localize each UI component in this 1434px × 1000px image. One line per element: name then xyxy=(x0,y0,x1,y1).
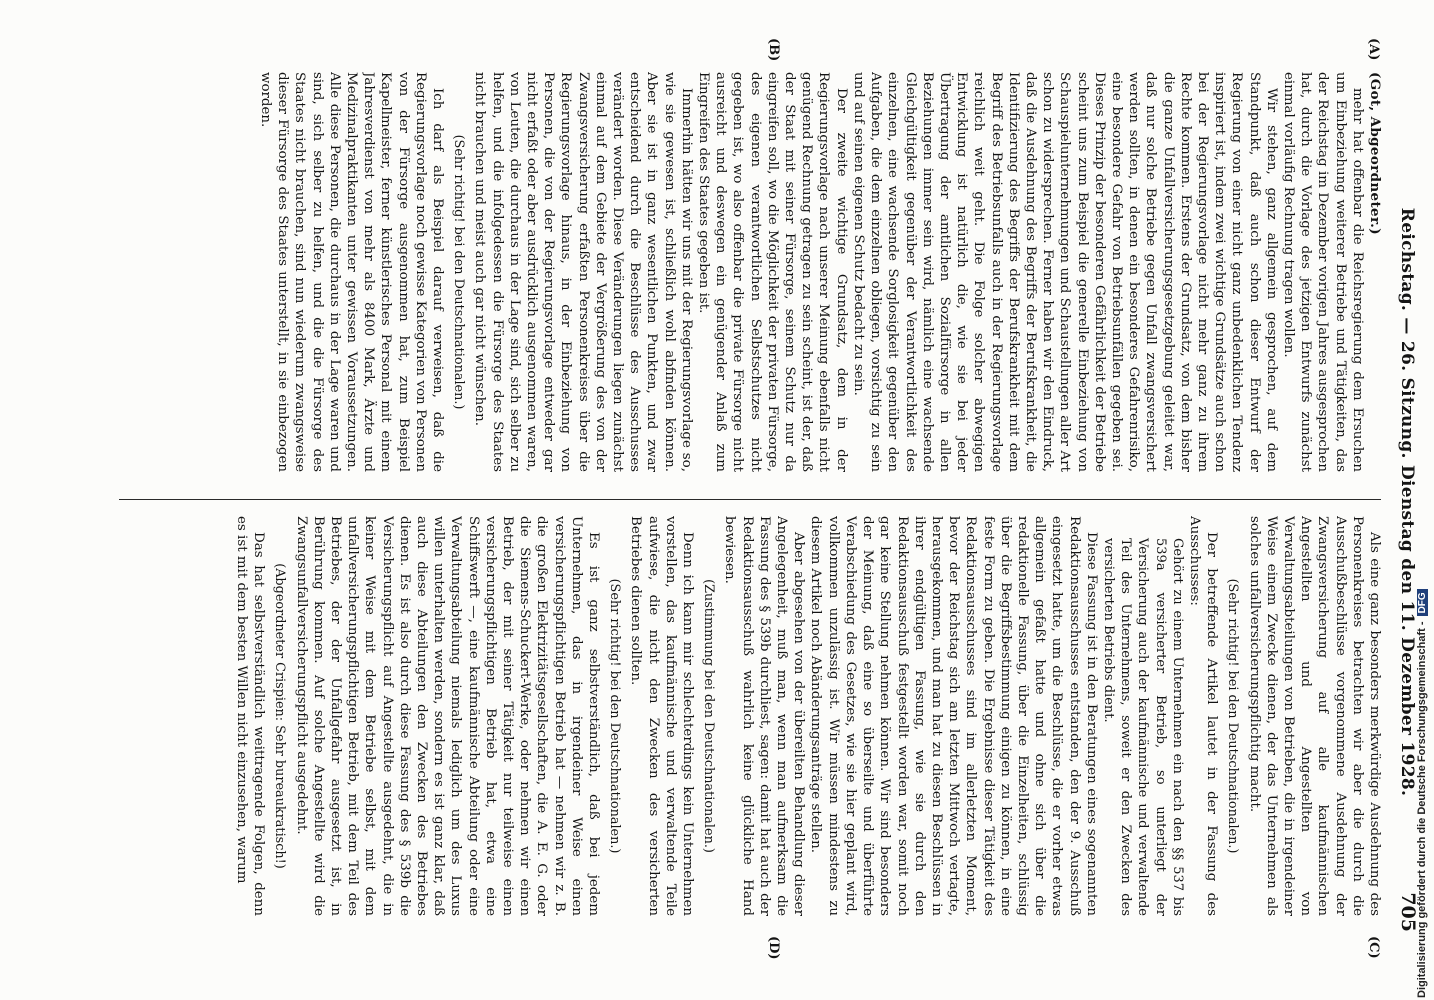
paragraph: Diese Fassung ist in den Beratungen eines sogenannten Redaktionsausschusses entstanden, den der 9. Ausschuß eingesetzt hatte, um die Beschlüsse, die er vorher etwas allgemein gefaßt hatte und ohne sich über die redaktionelle Fassung, über die Einzelheiten, schlüssig über die Begriffsbestimmung einigen zu können, in eine feste Form zu geben. Die Ergebnisse dieser Tätigkeit des Redaktionsausschusses sind im allerletzten Moment, bevor der Reichstag sich am letzten Mittwoch vertagte, herausgekommen, und man hat zu diesen Beschlüssen in ihrer endgültigen Fassung, wie sie durch den Redaktionsausschuß festgestellt worden war, somit noch gar keine Stellung nehmen können. Wir sind besonders der Meinung, daß eine so überseilte und überführte Verabschiedung des Gesetzes, wie sie hier geplant wird, vollkommen unzulässig ist. Wir müssen mindestens zu diesem Artikel noch Abänderungsanträge stellen. xyxy=(808,516,1099,916)
speaker-line: (Got, Abgeordneter.) xyxy=(1367,72,1383,235)
paragraph: Denn ich kann mir schlechterdings kein Unternehmen vorstellen, das kaufmännische und verwaltende Teile aufwiese, die nicht den Zwecken des versicherten Betriebes dienen sollten. xyxy=(628,516,696,916)
paragraph: Der betreffende Artikel lautet in der Fassung des Ausschusses: xyxy=(1186,516,1220,916)
margin-marker-b: (B) xyxy=(766,38,781,62)
paragraph: mehr hat offenbar die Reichsregierung dem Ersuchen um Einbeziehung weiterer Betriebe und Tätigkeiten, das der Reichstag im Dezember vorigen Jahres ausgesprochen hat, durch die Vorlage des jetzigen Entwurfs zunächst einmal vorläufig Rechnung tragen wollen. xyxy=(1280,72,1365,472)
rotated-scan xyxy=(107,38,1419,960)
interjection: (Zustimmung bei den Deutschnationalen.) xyxy=(701,579,717,853)
margin-marker-c: (C) xyxy=(1366,936,1381,959)
interjection: (Abgeordneter Crispien: Sehr bureaukratisch!) xyxy=(272,563,288,869)
quoted-article: Gehört zu einem Unternehmen ein nach den §§ 537 bis 539a versicherter Betrieb, so unterliegt der Versicherung auch der kaufmännische und verwaltende Teil des Unternehmens, soweit er den Zwecken des versicherten Betriebs dient. xyxy=(1100,538,1185,916)
dfg-logo: DFG xyxy=(1417,589,1428,616)
paragraph: Aber abgesehen von der übereilten Behandlung dieser Angelegenheit, muß man, wenn man aufmerksam die Fassung des § 539b durchliest, sagen: damit hat auch der Redaktionsausschuß wahrlich keine glückliche Hand bewiesen. xyxy=(722,516,807,916)
paragraph: Ich darf als Beispiel darauf verweisen, daß die Regierungsvorlage noch gewisse Kategorien von Personen von der Fürsorge ausgenommen hat, zum Beispiel Kapellmeister, ferner künstlerisches Personal mit einem Jahresverdienst von mehr als 8400 Mark, Ärzte und Medizinalpraktikanten unter gewissen Voraussetzungen. Alle diese Personen, die durchaus in der Lage waren und sind, sich selber zu helfen, und die die Fürsorge des Staates nicht brauchen, sind nun wiederum zwangsweise dieser Fürsorge des Staates unterstellt, in sie einbezogen worden. xyxy=(258,72,446,472)
paragraph: Es ist ganz selbstverständlich, daß bei jedem Unternehmen, das in irgendeiner Weise einen versicherungspflichtigen Betrieb hat — nehmen wir z. B. die großen Elektrizitätsgesellschaften, die A. E. G. oder die Siemens-Schuckert-Werke, oder nehmen wir einen Betrieb, der mit seiner Tätigkeit nur teilweise einen versicherungspflichtigen Betrieb hat, etwa eine Schiffswerft —, eine kaufmännische Abteilung oder eine Verwaltungsabteilung niemals lediglich um des Luxus willen unterhalten werden, sondern es ist ganz klar, daß auch diese Abteilungen den Zwecken des Betriebes dienen. Es ist also durch diese Fassung des § 539b die Versicherungspflicht auf Angestellte ausgedehnt, die in keiner Weise mit dem Betriebe selbst, mit dem unfallversicherungspflichtigen Betrieb, mit dem Teil des Betriebes, der der Unfallgefahr ausgesetzt ist, in Berührung kommen. Auf solche Angestellte wird die Zwangsunfallversicherungspflicht ausgedehnt. xyxy=(293,516,602,916)
footer-text: Digitalisierung gefördert durch die Deutsche Forschungsgemeinschaft - xyxy=(1416,621,1428,998)
paragraph: Der zweite wichtige Grundsatz, dem in der Regierungsvorlage nach unserer Meinung ebenfalls nicht genügend Rechnung getragen zu sein scheint, ist der, daß der Staat mit seiner Fürsorge, seinem Schutz nur da eingreifen soll, wo die Möglichkeit der privaten Fürsorge, des eigenen verantwortlichen Selbstschutzes nicht gegeben ist, wo also offenbar die private Fürsorge nicht ausreicht und deswegen ein genügender Anlaß zum Eingreifen des Staates gegeben ist. xyxy=(696,72,849,472)
interjection: (Sehr richtig! bei den Deutschnationalen.) xyxy=(1225,578,1241,854)
page-header xyxy=(1391,72,1417,932)
paragraph: Wir stehen, ganz allgemein gesprochen, auf dem Standpunkt, daß auch schon dieser Entwurf der Regierung von einer nicht ganz unbedenklichen Tendenz inspiriert ist, indem zwei wichtige Grundsätze auch schon bei der Regierungsvorlage nicht mehr ganz zu ihrem Rechte kommen. Erstens der Grundsatz, von dem bisher die ganze Unfallversicherungsgesetzgebung geleitet war, daß nur solche Betriebe gegen Unfall zwangsversichert werden sollten, in denen ein besonderes Gefahrenrisiko, eine besondere Gefahr von Betriebsunfällen gegeben sei. Dieses Prinzip der besonderen Gefährlichkeit der Betriebe scheint uns zum Beispiel die generelle Einbeziehung von Schauspielunternehmungen und Schaustellungen aller Art schon zu widersprechen. Ferner haben wir den Eindruck, daß die Ausdehnung des Begriffs der Berufskrankheit, die Identifizierung des Begriffs der Berufskrankheit mit dem Begriff des Betriebsunfalls auch in der Regierungsvorlage reichlich weit geht. Die Folge solcher abwegigen Entwicklung ist natürlich die, wie sie bei jeder Übertragung der amtlichen Sozialfürsorge in allen Beziehungen immer sein wird, nämlich eine wachsende Gleichgültigkeit gegenüber der Verantwortlichkeit des einzelnen, eine wachsende Sorglosigkeit gegenüber den Aufgaben, die dem einzelnen obliegen, vorsichtig zu sein und auf seinen eigenen Schutz bedacht zu sein. xyxy=(850,72,1279,472)
digitization-footer xyxy=(1416,8,1432,998)
interjection: (Sehr richtig! bei den Deutschnationalen.) xyxy=(607,578,623,854)
margin-marker-d: (D) xyxy=(766,936,781,960)
page-number: 705 xyxy=(1397,892,1419,932)
right-column xyxy=(113,516,1383,916)
margin-marker-a: (A) xyxy=(1366,38,1381,61)
paragraph: Als eine ganz besonders merkwürdige Ausdehnung des Personenkreises betrachten wir aber die durch die Ausschußbeschlüsse vorgenommene Ausdehnung der Zwangsversicherung auf alle kaufmännischen Angestellten und Angestellten von Verwaltungsabteilungen von Betrieben, die in irgendeiner Weise einem Zwecke dienen, der das Unternehmen als solches unfallversicherungspflichtig macht. xyxy=(1246,516,1382,916)
column-divider xyxy=(119,499,1381,500)
paragraph: Immerhin hätten wir uns mit der Regierungsvorlage so, wie sie gewesen ist, schließlich wohl abfinden können. Aber sie ist in ganz wesentlichen Punkten, und zwar entscheidend durch die Beschlüsse des Ausschusses verändert worden. Diese Veränderungen liegen zunächst einmal auf dem Gebiete der Vergrößerung des von der Zwangsversicherung erfaßten Personenkreises über die Regierungsvorlage hinaus, in der Einbeziehung von Personen, die von der Regierungsvorlage entweder gar nicht erfaßt oder aber ausdrücklich ausgenommen waren, von Leuten, die durchaus in der Lage sind, sich selber zu helfen, und die infolgedessen die Fürsorge des Staates nicht brauchen und meist auch gar nicht wünschen. xyxy=(472,72,694,472)
interjection: (Sehr richtig! bei den Deutschnationalen.) xyxy=(451,134,467,410)
header-title: Reichstag. — 26. Sitzung. Dienstag den 11. Dezember 1928. xyxy=(1397,207,1417,797)
paragraph: Das hat selbstverständlich weittragende Folgen, denn es ist mit dem besten Willen nicht einzusehen, warum xyxy=(234,516,267,916)
left-column xyxy=(113,72,1383,472)
